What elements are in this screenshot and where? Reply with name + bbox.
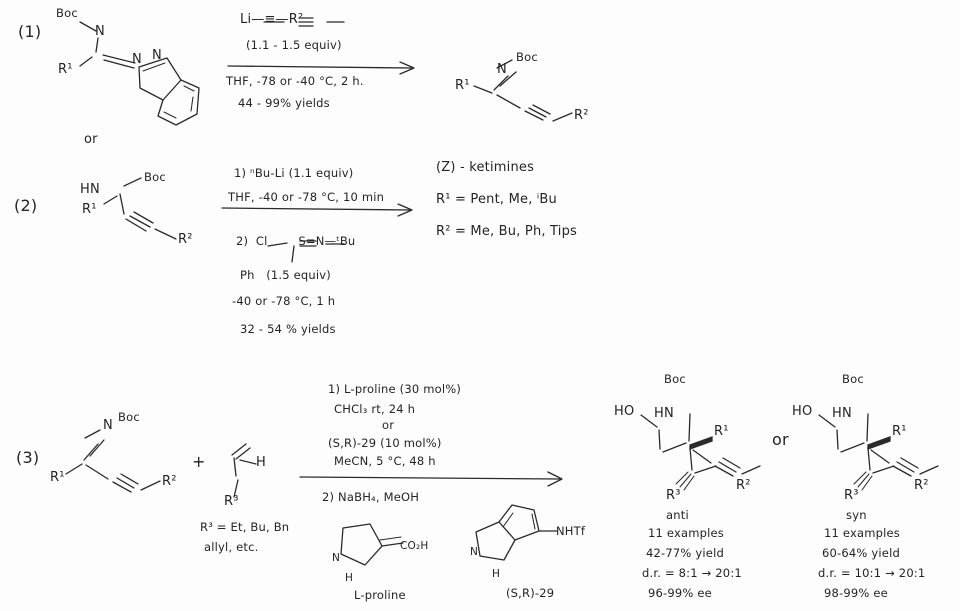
scheme1-product-n-label: N [497,62,507,77]
product-syn-caption-4: 98-99% ee [824,586,888,600]
scheme2-reaction-arrow [222,204,412,216]
l-proline-h-label: H [345,572,354,584]
scheme2-product-line-1: R¹ = Pent, Me, ⁱBu [436,192,557,207]
scheme2-reagent-line-5: 32 - 54 % yields [240,322,336,336]
scheme1-product-boc-label: Boc [516,50,538,64]
scheme2-r1-label: R¹ [82,202,97,217]
scheme3-reaction-arrow [300,472,562,486]
scheme3-reagent-line-2: or [382,418,395,432]
scheme-3-label: (3) [16,448,40,467]
scheme3-aldehyde-scope-1: allyl, etc. [204,540,259,554]
scheme3-aldehyde-scope-0: R³ = Et, Bu, Bn [200,520,290,534]
scheme3-plus-sign: + [192,452,206,471]
scheme1-n3-label: N [152,48,162,63]
product-syn-r1-label: R¹ [892,424,907,439]
catalyst-sr29-structure [476,505,557,560]
scheme3-reagent-line-3: (S,R)-29 (10 mol%) [328,436,442,450]
scheme2-reagent-line-1: THF, -40 or -78 °C, 10 min [228,190,385,204]
product-anti-caption-1: 11 examples [648,526,724,540]
l-proline-name: L-proline [354,588,406,602]
scheme3-reagent-line-1: CHCl₃ rt, 24 h [334,402,416,416]
product-anti-hn-label: HN [654,406,674,421]
product-anti-caption-2: 42-77% yield [646,546,724,560]
catalyst-sr29-name: (S,R)-29 [506,586,555,600]
product-syn-r3-label: R³ [844,488,859,503]
product-anti-r1-label: R¹ [714,424,729,439]
product-anti-ho-label: HO [614,404,635,419]
scheme1-reagent-line-0: Li—≡—R² [240,12,304,27]
scheme1-reagent-line-1: (1.1 - 1.5 equiv) [246,38,342,52]
scheme2-substrate-skeleton [104,178,176,239]
scheme2-reagent-line-4: -40 or -78 °C, 1 h [232,294,336,308]
scheme1-product-r2-label: R² [574,108,589,123]
scheme1-product-skeleton [474,60,572,121]
scheme2-reagent-line-2: 2) Cl S=N—ᵗBu [236,234,356,248]
l-proline-n-label: N [332,552,341,564]
scheme1-r1-label: R¹ [58,62,73,77]
scheme3-reagent-line-4: MeCN, 5 °C, 48 h [334,454,436,468]
product-syn-caption-2: 60-64% yield [822,546,900,560]
product-anti-caption-0: anti [666,508,689,522]
scheme3-reagent-line-5: 2) NaBH₄, MeOH [322,490,420,504]
scheme3-reagent-line-0: 1) L-proline (30 mol%) [328,382,462,396]
scheme1-product-r1-label: R¹ [455,78,470,93]
product-anti-caption-4: 96-99% ee [648,586,712,600]
product-syn-r2-label: R² [914,478,929,493]
scheme3-n-label: N [103,418,113,433]
product-anti-caption-3: d.r. = 8:1 → 20:1 [642,566,742,580]
scheme3-r1-label: R¹ [50,470,65,485]
scheme3-aldehyde-r3-label: R³ [224,494,239,509]
scheme3-substrate-skeleton [66,430,160,492]
scheme3-aldehyde-skeleton [232,444,256,497]
scheme2-r2-label: R² [178,232,193,247]
product-syn-caption-0: syn [846,508,867,522]
product-anti-r2-label: R² [736,478,751,493]
product-syn-ho-label: HO [792,404,813,419]
scheme3-or-label: or [772,430,789,449]
scheme1-reagent-line-3: 44 - 99% yields [238,96,330,110]
product-anti-boc-label: Boc [664,372,686,386]
scheme-1-label: (1) [18,22,42,41]
product-syn-boc-label: Boc [842,372,864,386]
product-syn-hn-label: HN [832,406,852,421]
scheme-2-label: (2) [14,196,38,215]
scheme1-n2-label: N [132,52,142,67]
scheme1-boc-label: Boc [56,6,78,20]
scheme2-reagent-line-0: 1) ⁿBu-Li (1.1 equiv) [234,166,354,180]
scheme2-product-line-0: (Z) - ketimines [436,160,535,175]
scheme2-product-line-2: R² = Me, Bu, Ph, Tips [436,224,578,239]
scheme2-boc-label: Boc [144,170,166,184]
scheme1-or-label: or [84,132,98,147]
scheme3-boc-label: Boc [118,410,140,424]
l-proline-co2h-label: CO₂H [400,540,429,552]
product-syn-caption-1: 11 examples [824,526,900,540]
scheme1-n1-label: N [95,24,105,39]
catalyst-sr29-nhtf-label: NHTf [556,524,586,538]
scheme2-reagent-line-3: Ph (1.5 equiv) [240,268,331,282]
product-syn-caption-3: d.r. = 10:1 → 20:1 [818,566,926,580]
catalyst-sr29-n-label: N [470,546,479,558]
scheme2-hn-label: HN [80,182,100,197]
product-anti-r3-label: R³ [666,488,681,503]
l-proline-structure [341,524,403,565]
scheme3-aldehyde-h-label: H [256,455,266,470]
catalyst-sr29-h-label: H [492,568,501,580]
scheme1-reagent-line-2: THF, -78 or -40 °C, 2 h. [226,74,364,88]
scheme1-reaction-arrow [228,62,414,74]
scheme3-r2-label: R² [162,474,177,489]
